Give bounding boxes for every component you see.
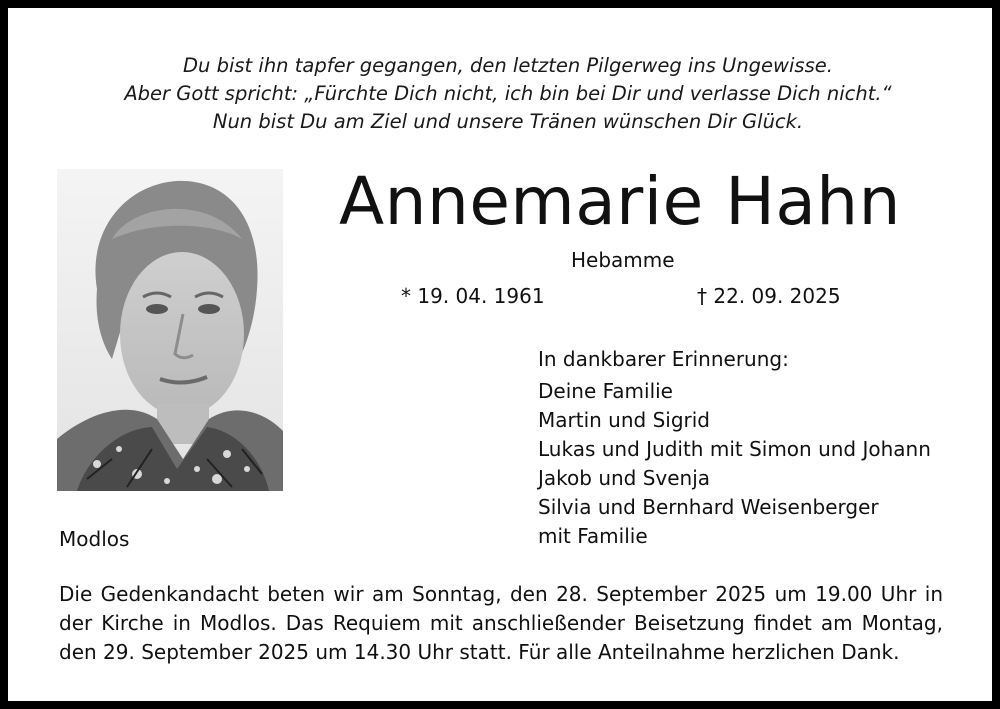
deceased-name: Annemarie Hahn	[339, 163, 901, 240]
mourners-block	[538, 345, 931, 551]
mourners-list	[538, 377, 931, 551]
verse-line-2: Aber Gott spricht: „Fürchte Dich nicht, ich bin bei Dir und verlasse Dich nicht.“	[124, 82, 892, 105]
deceased-profession: Hebamme	[571, 248, 675, 272]
birth-date: * 19. 04. 1961	[401, 284, 545, 308]
residence-place: Modlos	[59, 527, 130, 551]
death-date: † 22. 09. 2025	[697, 284, 841, 308]
mourner-item: Martin und Sigrid	[538, 408, 710, 432]
verse-line-3: Nun bist Du am Ziel und unsere Tränen wünschen Dir Glück.	[212, 110, 804, 133]
mourner-item: Lukas und Judith mit Simon und Johann	[538, 437, 931, 461]
verse-block	[8, 52, 1000, 136]
mourners-intro: In dankbarer Erinnerung:	[538, 347, 789, 371]
mourner-item: mit Familie	[538, 524, 648, 548]
verse-line-1: Du bist ihn tapfer gegangen, den letzten Pilgerweg ins Ungewisse.	[183, 54, 833, 77]
mourner-item: Silvia und Bernhard Weisenberger	[538, 495, 879, 519]
mourner-item: Jakob und Svenja	[538, 466, 711, 490]
mourner-item: Deine Familie	[538, 379, 673, 403]
funeral-notice: Die Gedenkandacht beten wir am Sonntag, den 28. September 2025 um 19.00 Uhr in der Kirche in Modlos. Das Requiem mit anschließender Beisetzung findet am Montag, den 29. September 2025 um 14.30 Uhr statt. Für alle Anteilnahme herzlichen Dank.	[59, 582, 943, 664]
